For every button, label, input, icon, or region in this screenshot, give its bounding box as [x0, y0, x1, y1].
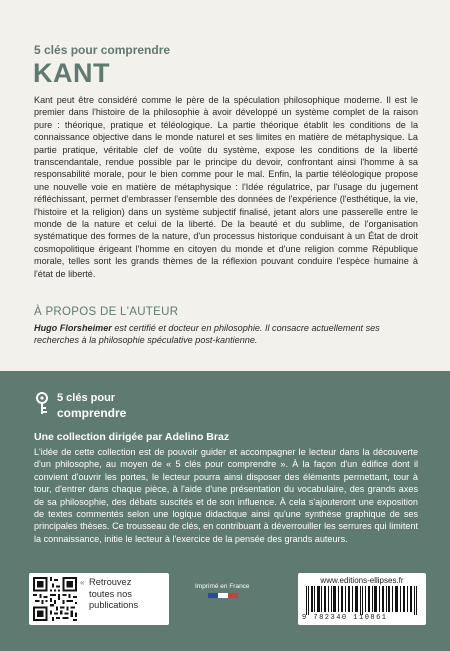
collection-description: L'idée de cette collection est de pouvoir guider et accompagner le lecteur dans la découverte d'un philosophe, au moyen de « 5 clés pour comprendre ». À la façon d'un édifice dont il convient d'ouvrir les portes, le lecteur pourra ainsi disposer des éléments permettant, tour à tour, d'entrer dans chaque pièce, à l'aide d'une présentation du vocabulaire, des grands axes de sa philosophie, des débats suscités et de son influence. À cela s'ajouteront une exposition de textes commentés selon une logique didactique ainsi qu'une synthèse graphique de ses principales thèses. Ce trousseau de clés, en contribuant à déverrouiller les serrures qui limitent la connaissance, initie le lecteur à l'exercice de la pensée des grands auteurs. [34, 447, 418, 544]
publications-qr-panel[interactable] [29, 573, 169, 625]
printed-in-france: Imprimé en France [195, 583, 250, 590]
key-logo-icon [34, 392, 50, 416]
qr-code-icon[interactable] [33, 577, 77, 621]
about-author-heading: À PROPOS DE L'AUTEUR [34, 306, 179, 318]
author-bio [34, 322, 418, 347]
publisher-website[interactable]: www.editions-ellipses.fr [320, 576, 404, 585]
book-description: Kant peut être considéré comme le père de la spéculation philosophique moderne. Il est le premier dans l'histoire de la philosophie à avoir développé un système complet de la raison pure : théorique, pratique et téléologique. La partie théorique établit les conditions de la connaissance objective dans le monde naturel et ses limites en matière de métaphysique. La partie pratique, véritable clef de voûte du système, expose les conditions de la liberté transcendantale, rendue possible par le principe du devoir, confrontant ainsi l'homme à sa responsabilité morale, pour le bien comme pour le mal. Enfin, la partie téléologique propose une nouvelle voie en matière de métaphysique : l'Idée régulatrice, par l'usage du jugement réfléchissant, permet d'embrasser l'ensemble des données de l'expérience (l'esthétique, la vie, l'histoire et la religion) dans un système subjectif finalisé, jetant alors une passerelle entre le monde de la nature et celui de la liberté. De la beauté et du sublime, de l'organisation systématique des formes de la nature, d'un processus historique conduisant à un État de droit cosmopolitique érigeant l'homme en citoyen du monde et d'une religion comme République morale, telles sont les grands thèmes de la réflexion pouvant conduire l'espèce humaine à l'état de liberté. [34, 95, 418, 279]
qr-caption-line2: toutes nos [89, 588, 132, 599]
book-title: KANT [33, 58, 110, 88]
author-bio-text: est certifié et docteur en philosophie. Il consacre actuellement ses recherches à la philosophie spéculative post-kantienne. [34, 323, 380, 346]
qr-caption [89, 577, 167, 612]
author-name: Hugo Florsheimer [34, 323, 112, 333]
qr-caption-line3: publications [89, 600, 139, 610]
publisher-barcode-panel [298, 573, 426, 625]
collection-logo-line1: 5 clés pour [57, 392, 116, 404]
qr-caption-line1: Retrouvez [89, 577, 132, 587]
french-flag-icon [208, 593, 238, 598]
collection-logo-line2: comprendre [57, 406, 127, 420]
double-arrow-icon: « [80, 578, 85, 587]
isbn-number: 9 782340 110861 [302, 614, 388, 622]
series-label: 5 clés pour comprendre [34, 43, 171, 57]
collection-heading: Une collection dirigée par Adelino Braz [34, 431, 230, 443]
barcode-icon [304, 586, 420, 615]
